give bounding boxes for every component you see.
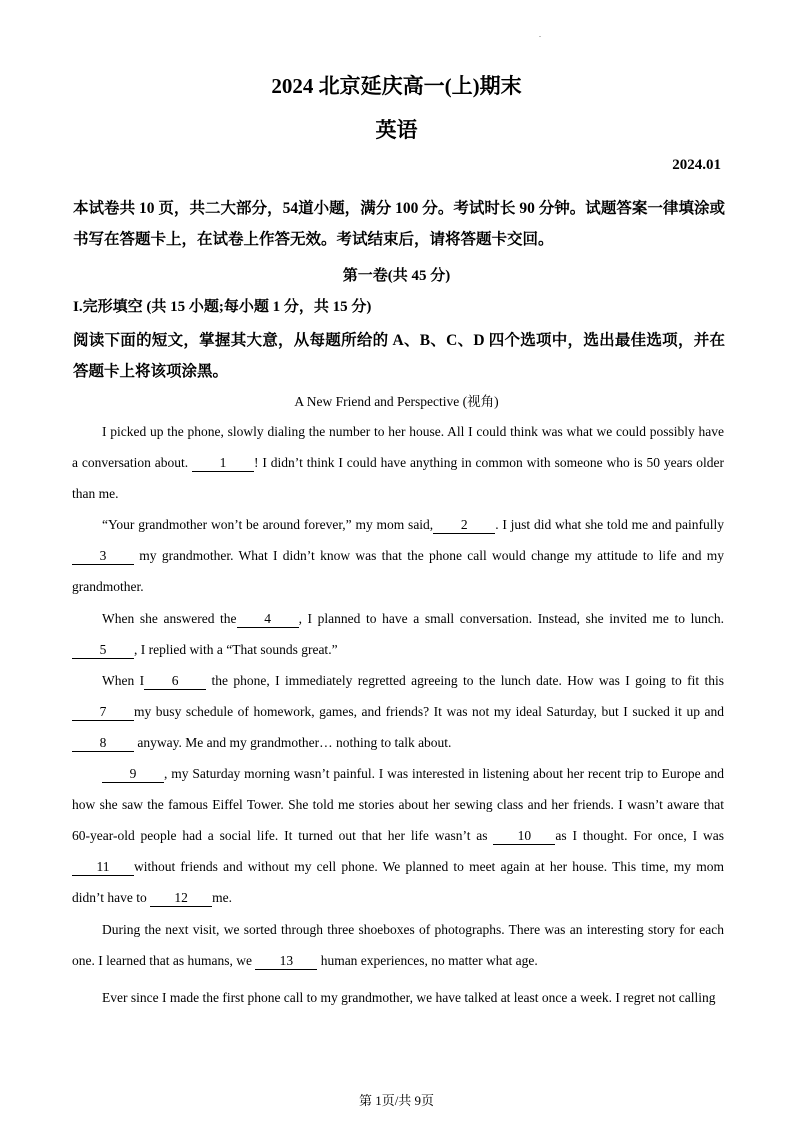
blank-1: 1	[192, 455, 254, 472]
section-directions: 阅读下面的短文，掌握其大意，从每题所给的 A、B、C、D 四个选项中，选出最佳选项，并在答题卡上将该项涂黑。	[73, 332, 725, 380]
paragraph-text: I picked up the phone, slowly dialing the number to her house. All I could think was what we could possibly have a conversation about.	[72, 424, 724, 471]
exam-date: 2024.01	[672, 157, 721, 173]
paragraph-text: as I thought. For once, I was	[555, 828, 724, 844]
paragraph-7	[72, 982, 724, 1013]
blank-13: 13	[255, 953, 317, 970]
blank-8: 8	[72, 735, 134, 752]
section-title: I.完形填空 (共 15 小题;每小题 1 分，共 15 分)	[73, 299, 372, 315]
paragraph-text: “Your grandmother won’t be around forever,” my mom said,	[102, 517, 434, 533]
paragraph-text: ! I didn’t think I could have anything in common with someone who is 50 years older than me.	[72, 455, 725, 502]
paragraph-text: my busy schedule of homework, games, and friends? It was not my ideal Saturday, but I sucked it up and	[134, 703, 724, 719]
exam-title: 2024 北京延庆高一(上)期末	[271, 74, 522, 98]
paragraph-2	[72, 509, 724, 602]
passage	[72, 416, 724, 1013]
paragraph-text: the phone, I immediately regretted agreeing to the lunch date. How was I going to fit this	[211, 672, 725, 688]
paragraph-text: Ever since I made the first phone call to my grandmother, we have talked at least once a week. I regret not calling	[102, 989, 716, 1005]
paragraph-text: , I replied with a “That sounds great.”	[134, 641, 338, 657]
corner-mark: .	[539, 30, 541, 39]
exam-instructions: 本试卷共 10 页，共二大部分，54道小题，满分 100 分。考试时长 90 分钟。试题答案一律填涂或书写在答题卡上，在试卷上作答无效。考试结束后，请将答题卡交回。	[73, 200, 725, 248]
paragraph-text: During the next visit, we sorted through three shoeboxes of photographs. There was an interesting story for each one. I learned that as humans, we	[72, 921, 724, 968]
paragraph-text: , my Saturday morning wasn’t painful. I was interested in listening about her recent trip to Europe and how she saw the famous Eiffel Tower. She told me stories about her sewing class and her friends. I wasn’t aware that 60-year-old people had a social life. It turned out that her life wasn’t as	[72, 766, 724, 844]
part-title: 第一卷(共 45 分)	[342, 268, 451, 284]
paragraph-3	[72, 603, 724, 665]
page-number: 第 1页/共 9页	[358, 1093, 435, 1108]
paragraph-text: . I just did what she told me and painfully	[495, 517, 724, 533]
blank-9: 9	[102, 766, 164, 783]
paragraph-text: my grandmother. What I didn’t know was that the phone call would change my attitude to life and my grandmother.	[72, 548, 724, 595]
paragraph-text: without friends and without my cell phone. We planned to meet again at her house. This time, my mom didn’t have to	[72, 859, 724, 906]
blank-11: 11	[72, 859, 134, 876]
blank-5: 5	[72, 642, 134, 659]
blank-4: 4	[237, 611, 299, 628]
blank-10: 10	[493, 828, 555, 845]
blank-3: 3	[72, 548, 134, 565]
paragraph-text: , I planned to have a small conversation. Instead, she invited me to lunch.	[298, 610, 724, 626]
blank-6: 6	[144, 673, 206, 690]
paragraph-4	[72, 665, 724, 758]
paragraph-text: When she answered the	[102, 610, 237, 626]
paragraph-text: When I	[102, 672, 145, 688]
paragraph-text: me.	[212, 890, 232, 906]
paragraph-text: anyway. Me and my grandmother… nothing to talk about.	[137, 734, 452, 750]
paragraph-5	[72, 758, 724, 913]
paragraph-text: human experiences, no matter what age.	[320, 952, 538, 968]
paragraph-6	[72, 914, 724, 976]
subject-title: 英语	[375, 118, 418, 142]
blank-7: 7	[72, 704, 134, 721]
blank-12: 12	[150, 890, 212, 907]
paragraph-1	[72, 416, 724, 509]
passage-title: A New Friend and Perspective (视角)	[294, 394, 499, 409]
blank-2: 2	[433, 517, 495, 534]
